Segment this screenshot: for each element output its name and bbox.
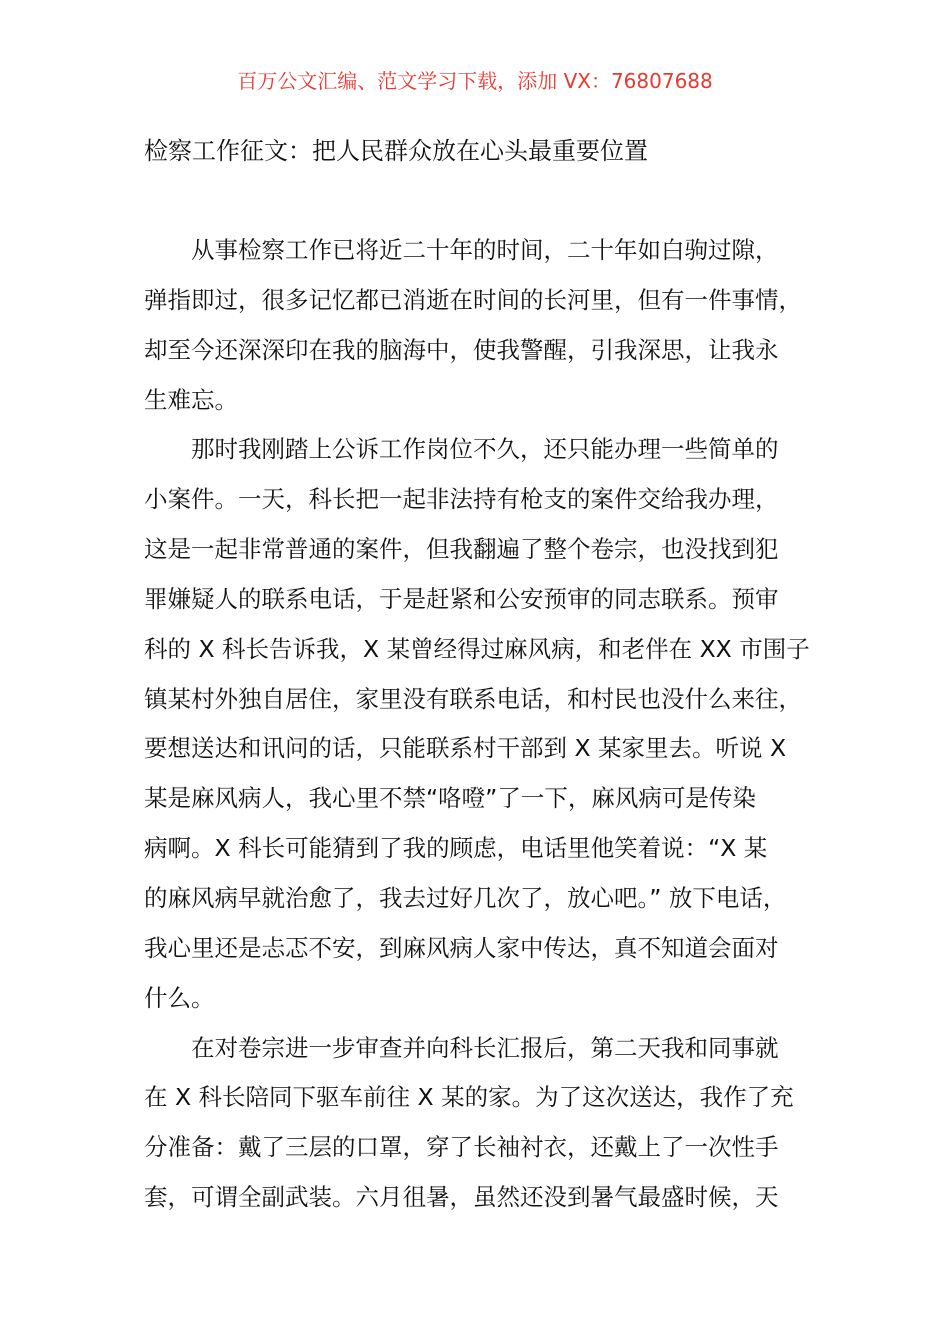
- text-line: 什么。: [144, 983, 215, 1012]
- text-line: 生难忘。: [144, 385, 238, 414]
- text-line: 却至今还深深印在我的脑海中，使我警醒，引我深思，让我永: [144, 335, 779, 364]
- text-line: 病啊。X 科长可能猜到了我的顾虑，电话里他笑着说：“X 某: [144, 834, 768, 863]
- paragraph: [144, 233, 844, 432]
- paragraph: [144, 1031, 844, 1230]
- text-line: 某是麻风病人，我心里不禁“咯噔”了一下，麻风病可是传染: [144, 784, 756, 813]
- text-line: 要想送达和讯问的话，只能联系村干部到 X 某家里去。听说 X: [144, 734, 787, 763]
- text-line: 分准备：戴了三层的口罩，穿了长袖衬衣，还戴上了一次性手: [144, 1133, 779, 1162]
- text-line: 在 X 科长陪同下驱车前往 X 某的家。为了这次送达，我作了充: [144, 1083, 794, 1112]
- text-line: 弹指即过，很多记忆都已消逝在时间的长河里，但有一件事情，: [144, 285, 802, 314]
- document-body: [144, 233, 844, 1230]
- text-line: 那时我刚踏上公诉工作岗位不久，还只能办理一些简单的: [191, 435, 779, 464]
- text-line: 这是一起非常普通的案件，但我翻遍了整个卷宗，也没找到犯: [144, 535, 779, 564]
- text-line: 镇某村外独自居住，家里没有联系电话，和村民也没什么来往，: [144, 684, 802, 713]
- document-title: 检察工作征文：把人民群众放在心头最重要位置: [144, 137, 648, 165]
- text-line: 从事检察工作已将近二十年的时间，二十年如白驹过隙，: [191, 236, 779, 264]
- watermark-banner: 百万公文汇编、范文学习下载，添加 VX：76807688: [237, 69, 713, 93]
- text-line: 的麻风病早就治愈了，我去过好几次了，放心吧。” 放下电话，: [144, 883, 787, 912]
- text-line: 在对卷宗进一步审查并向科长汇报后，第二天我和同事就: [191, 1033, 779, 1062]
- text-line: 套，可谓全副武装。六月徂暑，虽然还没到暑气最盛时候，天: [144, 1183, 779, 1212]
- text-line: 科的 X 科长告诉我，X 某曾经得过麻风病，和老伴在 XX 市围子: [144, 634, 810, 663]
- text-line: 我心里还是忐忑不安，到麻风病人家中传达，真不知道会面对: [144, 933, 779, 962]
- text-line: 小案件。一天，科长把一起非法持有枪支的案件交给我办理，: [144, 485, 779, 514]
- paragraph: [144, 432, 844, 1030]
- text-line: 罪嫌疑人的联系电话，于是赶紧和公安预审的同志联系。预审: [144, 584, 779, 613]
